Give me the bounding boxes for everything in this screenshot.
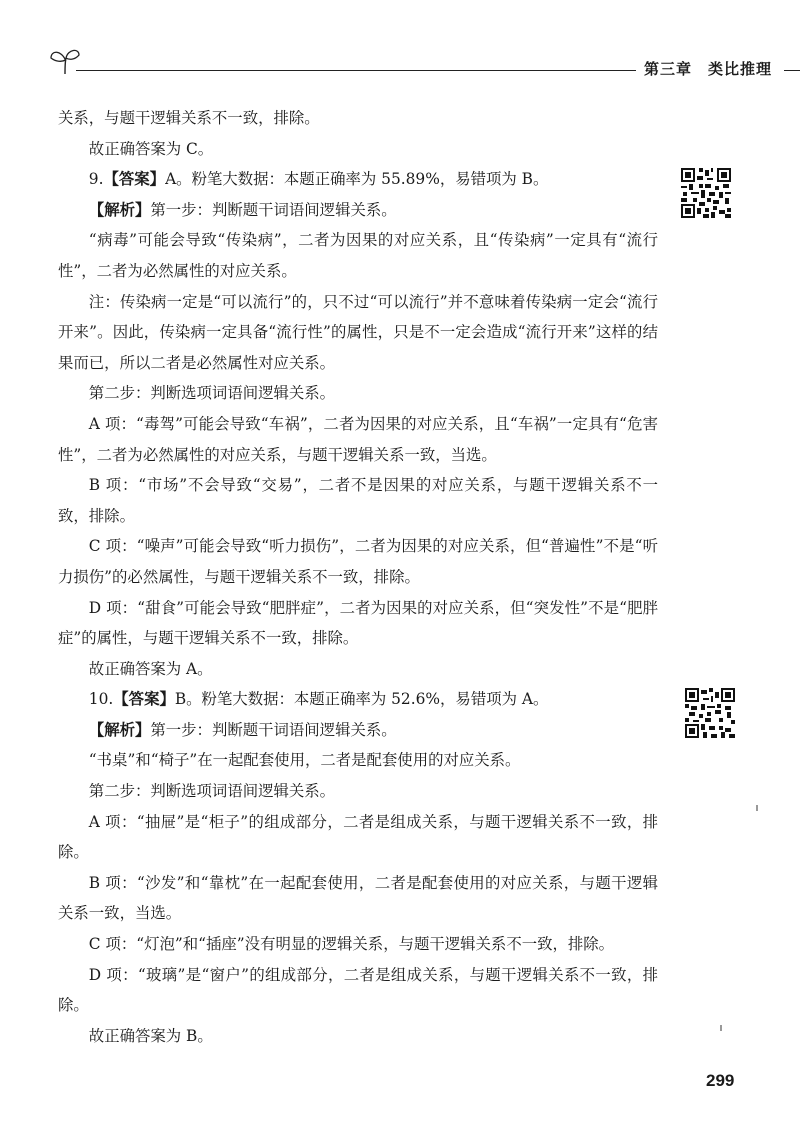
option-b: B 项：“沙发”和“靠枕”在一起配套使用，二者是配套使用的对应关系，与题干逻辑关系一致，当选。 <box>58 873 658 923</box>
chapter-title <box>644 58 772 79</box>
q9-step1: 第一步：判断题干词语间逻辑关系。 <box>150 200 397 219</box>
q10-analysis-line <box>58 715 658 746</box>
paragraph: 关系，与题干逻辑关系不一致，排除。 <box>58 109 320 127</box>
scan-speck <box>756 805 758 811</box>
sprout-logo-icon <box>48 46 82 76</box>
step-heading: 第二步：判断选项词语间逻辑关系。 <box>88 384 336 403</box>
chapter-number: 第三章 <box>644 60 693 78</box>
answer-tag: 【答案】 <box>113 690 175 709</box>
option-a: A 项：“毒驾”可能会导致“车祸”，二者为因果的对应关系，且“车祸”一定具有“危害性”，二者为必然属性的对应关系，与题干逻辑关系一致，当选。 <box>58 414 658 464</box>
option-d: D 项：“玻璃”是“窗户”的组成部分，二者是组成关系，与题干逻辑关系不一致，排除。 <box>58 965 658 1015</box>
note-paragraph: 注：传染病一定是“可以流行”的，只不过“可以流行”并不意味着传染病一定会“流行开来”。因此，传染病一定具备“流行性”的属性，只是不一定会造成“流行开来”这样的结果而已，所以二者是必然属性对应关系。 <box>58 292 658 372</box>
qr-code-icon[interactable] <box>685 688 735 738</box>
q10-answer-line <box>58 684 658 715</box>
option-a: A 项：“抽屉”是“柜子”的组成部分，二者是组成关系，与题干逻辑关系不一致，排除。 <box>58 812 658 862</box>
paragraph: “病毒”可能会导致“传染病”，二者为因果的对应关系，且“传染病”一定具有“流行性”，二者为必然属性的对应关系。 <box>58 231 658 280</box>
option-d: D 项：“甜食”可能会导致“肥胖症”，二者为因果的对应关系，但“突发性”不是“肥胖症”的属性，与题干逻辑关系不一致，排除。 <box>58 598 658 648</box>
q10-number: 10. <box>88 690 114 709</box>
header-rule-right <box>784 70 800 71</box>
q10-step1: 第一步：判断题干词语间逻辑关系。 <box>150 720 397 739</box>
q9-number: 9. <box>88 170 104 189</box>
q9-analysis-line <box>58 195 658 226</box>
conclusion: 故正确答案为 B。 <box>88 1026 213 1045</box>
step-heading: 第二步：判断选项词语间逻辑关系。 <box>88 782 336 801</box>
paragraph: “书桌”和“椅子”在一起配套使用，二者是配套使用的对应关系。 <box>88 751 521 770</box>
page-body <box>58 103 658 1051</box>
section-title: 类比推理 <box>708 60 773 78</box>
q10-answer-text: B。粉笔大数据：本题正确率为 52.6%，易错项为 A。 <box>174 690 549 709</box>
conclusion: 故正确答案为 C。 <box>88 139 214 158</box>
header-rule-left <box>76 70 636 71</box>
qr-code-icon[interactable] <box>681 168 731 218</box>
page-number: 299 <box>706 1071 735 1090</box>
option-c: C 项：“噪声”可能会导致“听力损伤”，二者为因果的对应关系，但“普遍性”不是“听力损伤”的必然属性，与题干逻辑关系不一致，排除。 <box>58 537 658 586</box>
option-c: C 项：“灯泡”和“插座”没有明显的逻辑关系，与题干逻辑关系不一致，排除。 <box>88 935 615 954</box>
conclusion: 故正确答案为 A。 <box>88 659 213 678</box>
page-header <box>48 42 788 82</box>
answer-tag: 【答案】 <box>103 170 166 189</box>
q9-answer-line <box>58 164 658 195</box>
q9-answer-text: A。粉笔大数据：本题正确率为 55.89%，易错项为 B。 <box>165 170 549 189</box>
analysis-tag: 【解析】 <box>88 200 151 219</box>
scan-speck <box>720 1025 722 1031</box>
analysis-tag: 【解析】 <box>88 720 151 739</box>
option-b: B 项：“市场”不会导致“交易”，二者不是因果的对应关系，与题干逻辑关系不一致，排除。 <box>58 476 658 525</box>
